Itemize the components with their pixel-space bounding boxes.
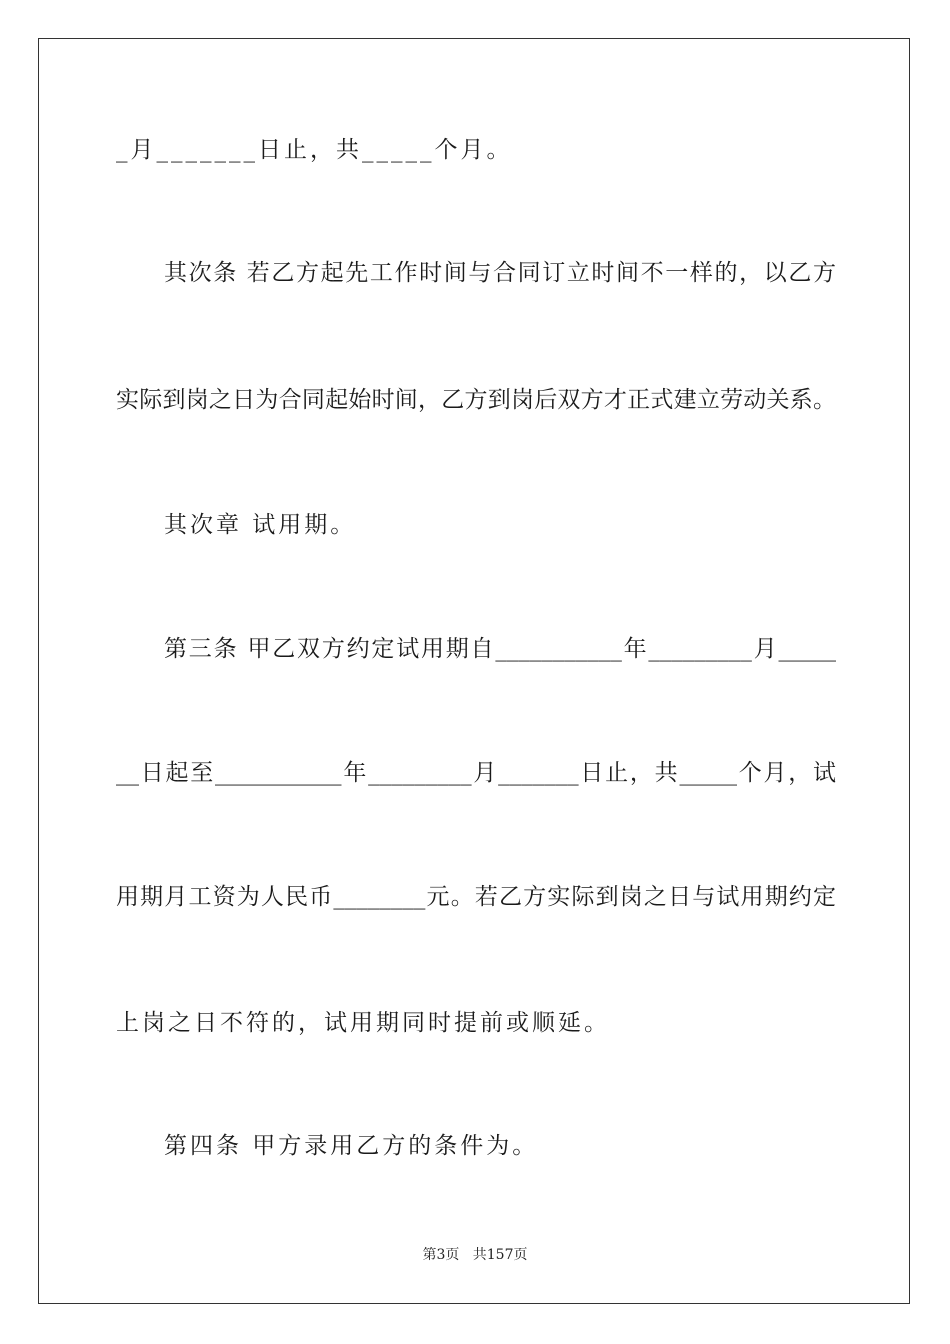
text-line-3: 实际到岗之日为合同起始时间，乙方到岗后双方才正式建立劳动关系。 xyxy=(116,387,836,413)
page-border xyxy=(38,38,910,1304)
text-line-1: _月_______日止，共_____个月。 xyxy=(116,137,513,163)
page-footer: 第3页 共157页 xyxy=(422,1247,528,1263)
text-line-7: 用期月工资为人民币________元。若乙方实际到岗之日与试用期约定 xyxy=(116,884,836,910)
text-line-8: 上岗之日不符的，试用期同时提前或顺延。 xyxy=(116,1010,610,1036)
text-line-6: __日起至___________年_________月_______日止，共_____个月，试 xyxy=(116,760,836,786)
text-line-4: 其次章 试用期。 xyxy=(164,512,357,538)
text-line-9: 第四条 甲方录用乙方的条件为。 xyxy=(164,1133,539,1159)
text-line-2: 其次条 若乙方起先工作时间与合同订立时间不一样的，以乙方 xyxy=(164,260,836,286)
text-line-5: 第三条 甲乙双方约定试用期自___________年_________月_____ xyxy=(164,636,836,662)
